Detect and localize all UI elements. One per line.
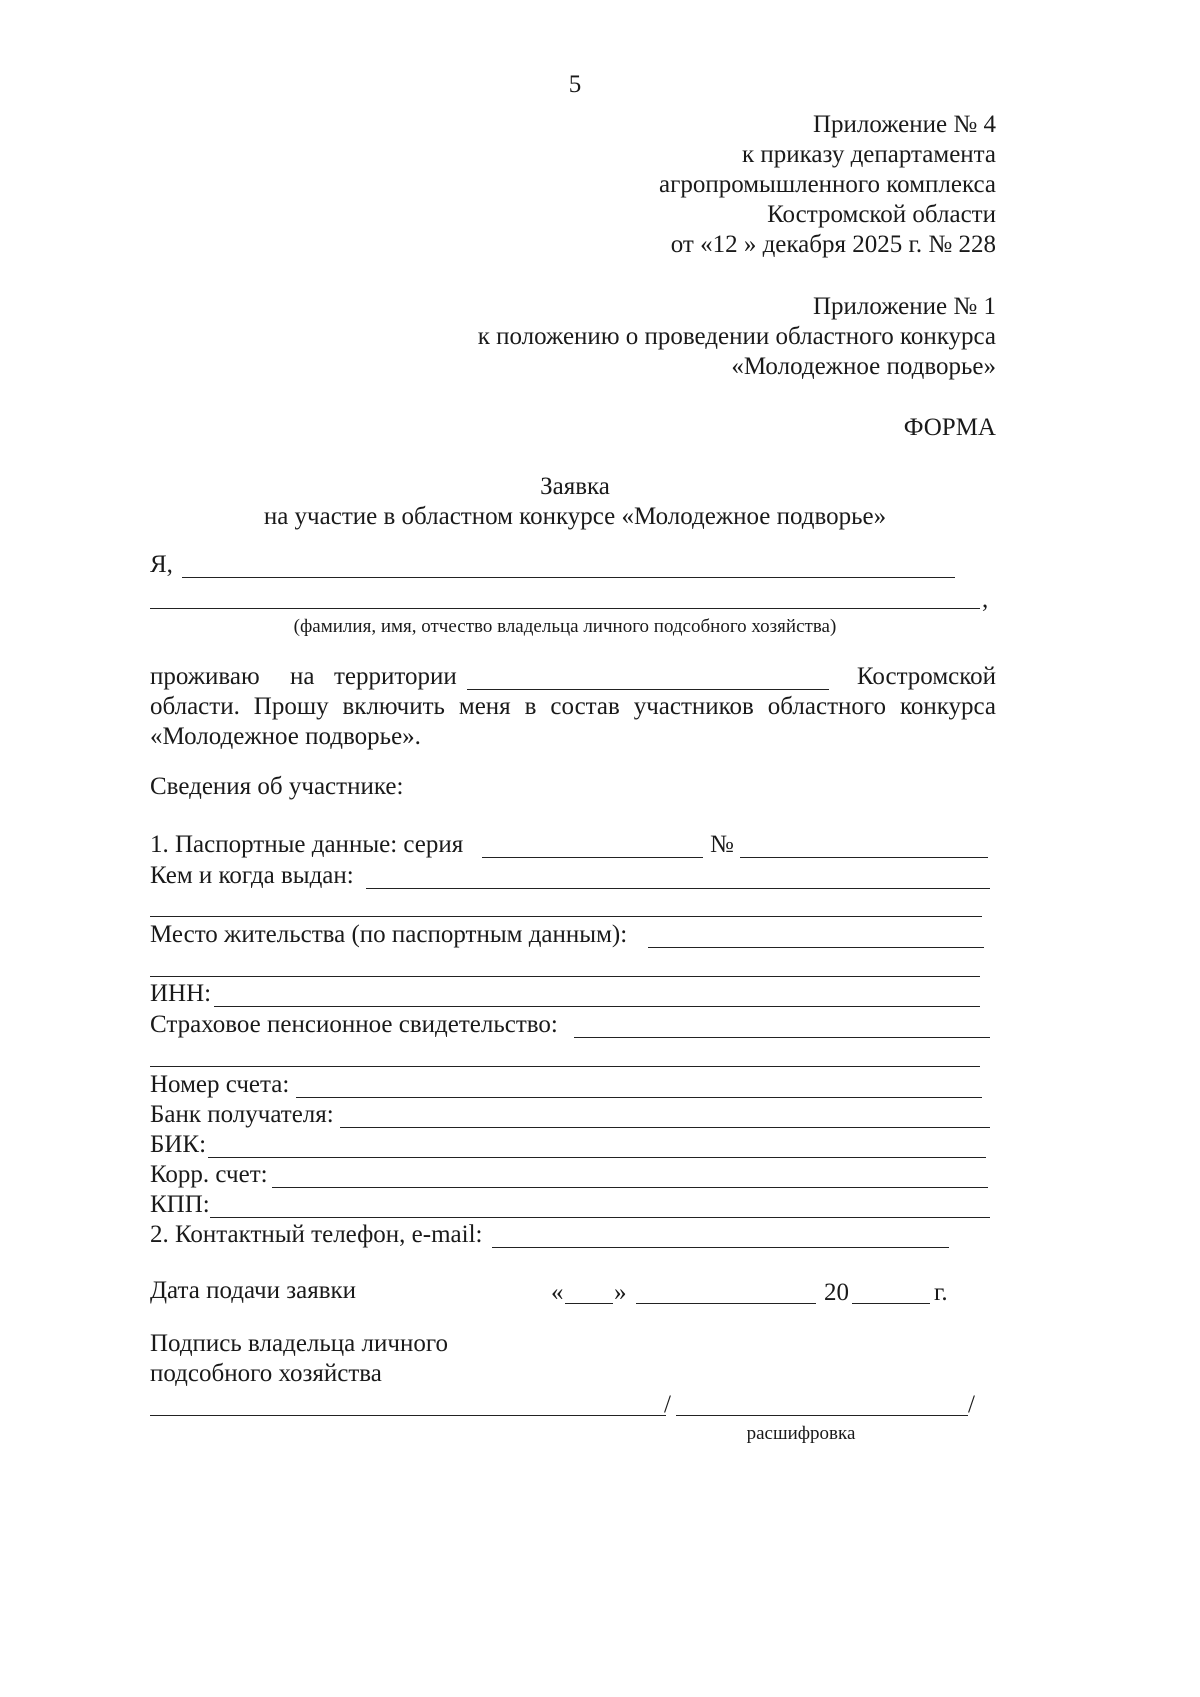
kpp-label: КПП:: [150, 1191, 210, 1218]
address-label: Место жительства (по паспортным данным):: [150, 921, 628, 948]
residence-word: территории: [334, 663, 457, 690]
date-day-field[interactable]: [565, 1303, 613, 1304]
date-label: Дата подачи заявки: [150, 1277, 357, 1304]
appendix-1-line: «Молодежное подворье»: [731, 353, 996, 380]
applicant-caption: (фамилия, имя, отчество владельца личного подсобного хозяйства): [293, 616, 837, 637]
form-label: ФОРМА: [903, 414, 996, 441]
document-title: Заявка: [540, 473, 610, 500]
appendix-1-title: Приложение № 1: [812, 293, 996, 320]
passport-number-field[interactable]: [740, 857, 988, 858]
signature-caption: расшифровка: [746, 1423, 856, 1444]
applicant-prefix: Я,: [150, 551, 173, 578]
page-number: 5: [568, 71, 582, 98]
signature-name-field[interactable]: [676, 1415, 968, 1416]
contact-field[interactable]: [492, 1247, 949, 1248]
passport-series-field[interactable]: [482, 857, 703, 858]
passport-number-label: №: [710, 831, 734, 858]
snils-label: Страховое пенсионное свидетельство:: [150, 1011, 558, 1038]
account-field[interactable]: [296, 1097, 982, 1098]
address-field-2[interactable]: [150, 976, 980, 977]
applicant-name-line[interactable]: [182, 577, 955, 578]
residence-text: «Молодежное подворье».: [150, 723, 421, 750]
appendix-4-line: к приказу департамента: [741, 141, 996, 168]
signature-label: подсобного хозяйства: [150, 1360, 382, 1387]
signature-slash: /: [968, 1391, 975, 1418]
bank-field[interactable]: [340, 1127, 990, 1128]
applicant-comma: ,: [982, 586, 989, 613]
date-close-quote: »: [614, 1279, 627, 1306]
date-year-prefix: 20: [824, 1279, 849, 1306]
snils-field[interactable]: [574, 1037, 990, 1038]
appendix-4-line: агропромышленного комплекса: [658, 171, 996, 198]
date-open-quote: «: [551, 1279, 564, 1306]
issued-field-2[interactable]: [150, 916, 982, 917]
bank-label: Банк получателя:: [150, 1101, 334, 1128]
residence-text: области. Прошу включить меня в состав участников областного конкурса: [150, 693, 996, 720]
contact-label: 2. Контактный телефон, e-mail:: [150, 1221, 483, 1248]
residence-word: Костромской: [856, 663, 996, 690]
account-label: Номер счета:: [150, 1071, 290, 1098]
signature-slash: /: [664, 1391, 671, 1418]
appendix-4-line: Костромской области: [767, 201, 996, 228]
residence-district-line[interactable]: [467, 689, 829, 690]
signature-field[interactable]: [150, 1415, 666, 1416]
residence-word: на: [290, 663, 315, 690]
corr-field[interactable]: [272, 1187, 988, 1188]
bik-field[interactable]: [208, 1157, 986, 1158]
date-year-field[interactable]: [852, 1303, 930, 1304]
kpp-field[interactable]: [210, 1217, 990, 1218]
snils-field-2[interactable]: [150, 1066, 980, 1067]
residence-word: проживаю: [150, 663, 260, 690]
appendix-1-line: к положению о проведении областного конкурса: [477, 323, 996, 350]
date-month-field[interactable]: [636, 1303, 816, 1304]
bik-label: БИК:: [150, 1131, 207, 1158]
signature-label: Подпись владельца личного: [150, 1330, 448, 1357]
issued-field[interactable]: [366, 888, 990, 889]
passport-label: 1. Паспортные данные: серия: [150, 831, 464, 858]
corr-label: Корр. счет:: [150, 1161, 268, 1188]
document-subtitle: на участие в областном конкурсе «Молодежное подворье»: [263, 503, 887, 530]
appendix-4-date: от «12 » декабря 2025 г. № 228: [670, 231, 996, 258]
info-heading: Сведения об участнике:: [150, 773, 404, 800]
inn-field[interactable]: [214, 1006, 980, 1007]
applicant-name-line-2[interactable]: [150, 608, 980, 609]
appendix-4-title: Приложение № 4: [812, 111, 996, 138]
issued-label: Кем и когда выдан:: [150, 862, 354, 889]
inn-label: ИНН:: [150, 980, 212, 1007]
date-year-suffix: г.: [934, 1279, 948, 1306]
address-field[interactable]: [648, 947, 984, 948]
